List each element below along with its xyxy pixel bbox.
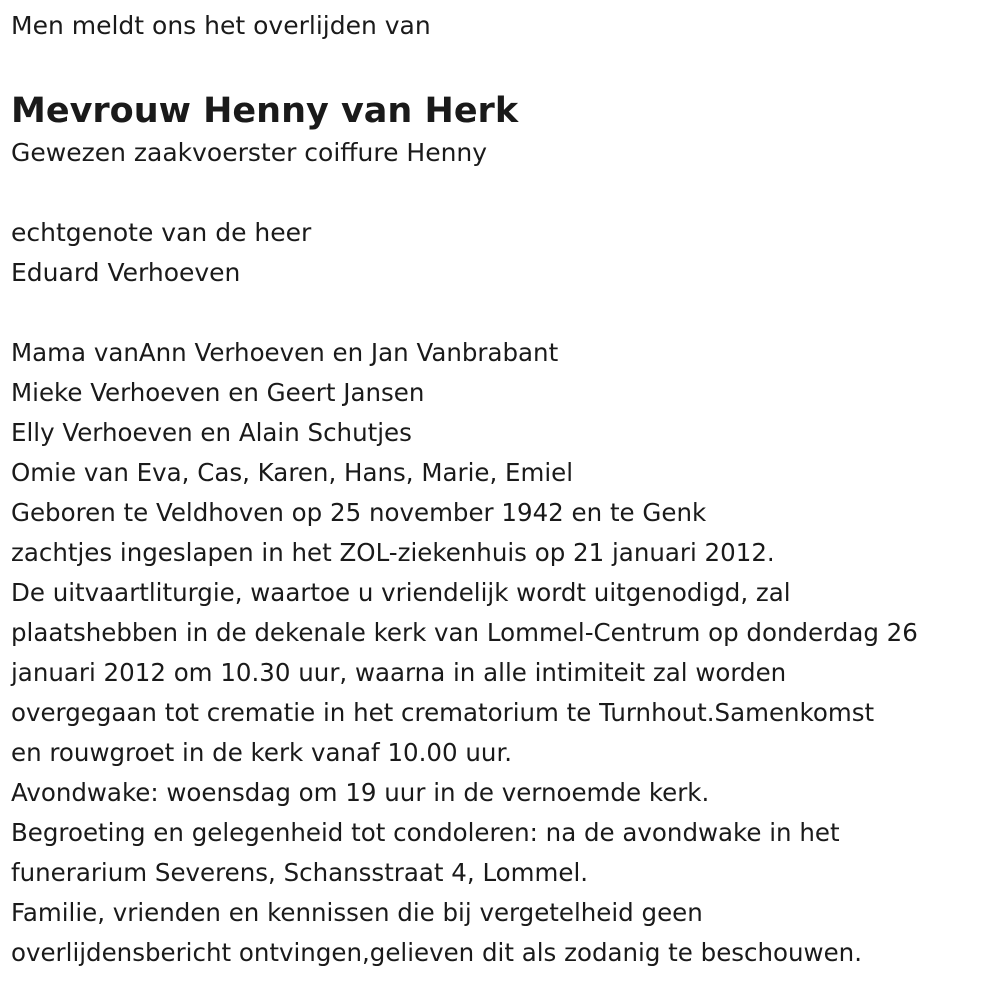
body-line: Elly Verhoeven en Alain Schutjes (11, 418, 412, 447)
death-notice (11, 6, 996, 973)
body-line: Omie van Eva, Cas, Karen, Hans, Marie, Emiel (11, 458, 574, 487)
spouse-line-1: echtgenote van de heer (11, 218, 312, 247)
body-line: zachtjes ingeslapen in het ZOL-ziekenhuis op 21 januari 2012. (11, 538, 775, 567)
notice-body (11, 333, 996, 973)
body-line: overgegaan tot crematie in het crematorium te Turnhout.Samenkomst (11, 698, 875, 727)
spacer (11, 46, 996, 83)
spouse-line-2: Eduard Verhoeven (11, 258, 241, 287)
body-line: Mama vanAnn Verhoeven en Jan Vanbrabant (11, 338, 559, 367)
body-line: Geboren te Veldhoven op 25 november 1942 en te Genk (11, 498, 707, 527)
body-line: funerarium Severens, Schansstraat 4, Lommel. (11, 858, 589, 887)
body-line: Begroeting en gelegenheid tot condoleren: na de avondwake in het (11, 818, 840, 847)
body-line: januari 2012 om 10.30 uur, waarna in alle intimiteit zal worden (11, 658, 787, 687)
spacer (11, 173, 996, 213)
body-line: De uitvaartliturgie, waartoe u vriendelijk wordt uitgenodigd, zal (11, 578, 791, 607)
deceased-name: Mevrouw Henny van Herk (11, 91, 519, 131)
notice-intro: Men meldt ons het overlijden van (11, 11, 431, 40)
occupation-line: Gewezen zaakvoerster coiffure Henny (11, 138, 488, 167)
body-line: Mieke Verhoeven en Geert Jansen (11, 378, 425, 407)
body-line: plaatshebben in de dekenale kerk van Lommel-Centrum op donderdag 26 (11, 618, 918, 647)
body-line: Familie, vrienden en kennissen die bij vergetelheid geen (11, 898, 703, 927)
body-line: overlijdensbericht ontvingen,gelieven dit als zodanig te beschouwen. (11, 938, 862, 967)
body-line: en rouwgroet in de kerk vanaf 10.00 uur. (11, 738, 513, 767)
body-line: Avondwake: woensdag om 19 uur in de vernoemde kerk. (11, 778, 710, 807)
spacer (11, 293, 996, 333)
